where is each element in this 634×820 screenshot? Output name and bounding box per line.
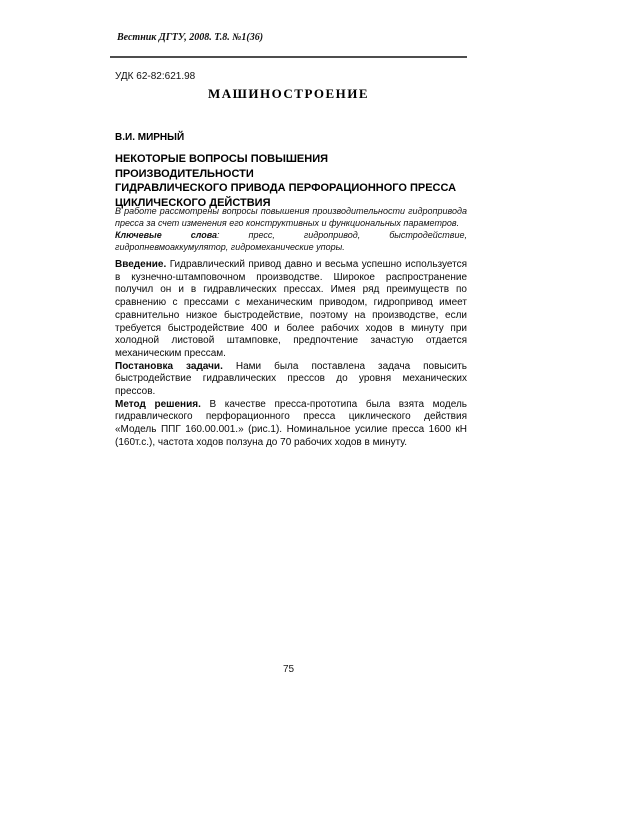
article-title-line-1: НЕКОТОРЫЕ ВОПРОСЫ ПОВЫШЕНИЯ ПРОИЗВОДИТЕЛЬНОСТИ: [115, 153, 329, 180]
article-title: [115, 152, 467, 210]
journal-header: Вестник ДГТУ, 2008. Т.8. №1(36): [117, 32, 264, 43]
keywords-list: : пресс, гидропривод, быстродействие, гидропневмоаккумулятор, гидромеханические упоры.: [115, 230, 467, 253]
article-title-line-3: ЦИКЛИЧЕСКОГО ДЕЙСТВИЯ: [115, 196, 271, 209]
header-rule-divider: [110, 56, 467, 58]
author-name: В.И. МИРНЫЙ: [115, 132, 185, 143]
keywords-label: Ключевые слова: [115, 230, 218, 241]
abstract-text: В работе рассмотрены вопросы повышения производительности гидропривода пресса за счет изменения его конструктивных и функциональных параметров.: [115, 206, 467, 229]
paragraph-solution-method-text: В качестве пресса-прототипа была взята модель гидравлического перфорационного пресса циклического действия «Модель ППГ 160.00.001.» (рис.1). Номинальное усилие пресса 1600 кН (160т.с.), частота ходов ползуна до 70 рабочих ходов в минуту.: [115, 398, 467, 448]
article-title-line-2: ГИДРАВЛИЧЕСКОГО ПРИВОДА ПЕРФОРАЦИОННОГО ПРЕССА: [115, 182, 457, 195]
paragraph-introduction-heading: Введение.: [115, 259, 167, 270]
paragraph-problem-statement-text: Нами была поставлена задача повысить быстродействие гидравлических прессов до уровня механических прессов.: [115, 360, 467, 398]
paragraph-problem-statement-heading: Постановка задачи.: [115, 360, 223, 372]
paragraph-solution-method: [115, 399, 467, 450]
udc-code: УДК 62-82:621.98: [115, 71, 196, 82]
article-body: [115, 259, 467, 450]
paragraph-solution-method-heading: Метод решения.: [115, 398, 201, 410]
paragraph-problem-statement: [115, 361, 467, 399]
paragraph-introduction-text: Гидравлический привод давно и весьма успешно используется в кузнечно-штамповочном производстве. Широкое распространение получил он и в гидравлических прессах. Имея ряд преимуществ по сравнению с прессами с механическим приводом, гидропривод имеет сравнительно низкое быстродействие, поэтому на производстве, если требуется быстродействие 400 и более рабочих ходов в минуту при холодной листовой штамповке, предпочтение зачастую отдается механическим прессам.: [115, 259, 468, 359]
paragraph-introduction: [115, 259, 467, 361]
abstract-block: [115, 205, 467, 253]
page-number: 75: [282, 664, 295, 675]
keywords-line: [115, 229, 467, 253]
section-title: МАШИНОСТРОЕНИЕ: [207, 86, 370, 101]
